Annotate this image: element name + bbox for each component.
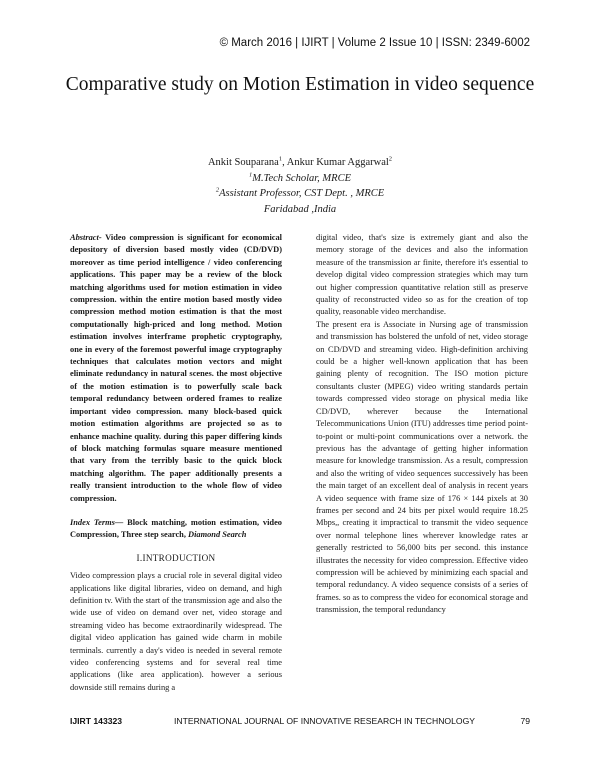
paper-id: IJIRT 143323	[70, 716, 123, 726]
author-1: Ankit Souparana	[207, 157, 279, 168]
right-column	[316, 232, 528, 617]
abstract-text: Video compression is significant for economical depository of diversion based mostly video (CD/DVD) moreover as time period intelligence / video conferencing applications. This paper may be a review of the block matching algorithms used for motion estimation in video compression. within the entire motion based mostly video compression method motion estimation is that the most computationally high-priced and long method. Motion estimation involves interframe prophetic cryptography, one in every of the foremost powerful image cryptography techniques that calculates motion vectors and might eliminate redundancy in natural scenes. the most objective of the motion estimation is to powerfully scale back temporal redundancy between ordered frames to realize important video compression. many block-based quick motion estimation algorithms are projected so as to enhance machine quality. during this paper differing kinds of block matching formulas square measure mentioned that vary from the terribly basic to the quick block matching algorithm. The paper additionally presents a really transient introduction to the whole flow of video compression.	[70, 233, 282, 503]
index-terms-last: Diamond Search	[188, 530, 247, 540]
left-column	[70, 232, 282, 694]
abstract-label: Abstract-	[70, 233, 102, 242]
index-terms-text: Block matching, motion estimation, video Compression, Three step search,	[70, 517, 282, 540]
affiliation-1-sup: 1	[248, 171, 253, 178]
affiliation-2	[0, 186, 600, 202]
affiliation-1-text: M.Tech Scholar, MRCE	[252, 172, 352, 184]
author-2: Ankur Kumar Aggarwal	[286, 157, 389, 168]
body-paragraph-2: The present era is Associate in Nursing age of transmission and transmission has bolstered the unfold of net, video storage on CD/DVD and streaming video. High-definition archiving could be a higher well-known application that has been gaining plenty of recognition. The ISO motion picture consultants cluster (MPEG) video writing standards pertain towards compressed video storage on physical media like CD/DVD, wherever because the International Telecommunications Union (ITU) addresses time period point-to-point or multi-point communications over a network. the previous has the advantage of getting higher information measure for knowledge transmission. As a result, compression and also the writing of video sequences successively has been the main target of an excellent deal of analysis in recent years A video sequence with frame size of 176 × 144 pixels at 30 frames per second and 24 bits per pixel would require 18.25 Mbps,, creating it impractical to transmit the video sequence over normal telephone lines wherever knowledge rates ar generally restricted to 56,000 bits per second. this instance illustrates the necessity for video compression. Effective video compression will be achieved by minimizing each spacial and temporal redundancy. A video sequence consists of a series of frames. so as to compress the video for economical storage and transmission, the temporal redundancy	[316, 319, 528, 615]
journal-header: © March 2016 | IJIRT | Volume 2 Issue 10 | ISSN: 2349-6002	[219, 37, 530, 49]
abstract	[70, 232, 282, 505]
affiliation-1	[0, 171, 600, 187]
introduction-heading: I.INTRODUCTION	[136, 552, 216, 563]
introduction-paragraph: Video compression plays a crucial role in several digital video applications like digital libraries, video on demand, and high definition tv. With the start of the transmission age and also the wide use of video on demand over net, video storage and streaming video has become extraordinarily widespread. The digital video application has gained wide charm in mobile terminals. currently a day's video is needed in several remote video conferencing systems and for several real time applications (like area application). however a serious downside still remains during a	[70, 571, 282, 692]
index-terms	[70, 517, 282, 542]
author-names	[0, 155, 600, 171]
author-location: Faridabad ,India	[263, 203, 337, 215]
page-number: 79	[520, 716, 530, 726]
body-paragraph-1: digital video, that's size is extremely giant and also the memory storage of the devices and also the information measure of the transmission ar finite, therefore it's essential to develop digital video compression strategies which may turn out higher compression quantitative relation still as preserve quality of reconstructed video so as for the creation of top quality, reasonable video merchandise.	[316, 233, 528, 317]
index-terms-label: Index Terms—	[70, 517, 124, 527]
author-block	[0, 155, 600, 217]
author-2-sup: 2	[388, 155, 393, 163]
paper-title: Comparative study on Motion Estimation in video sequence	[65, 74, 535, 95]
affiliation-2-sup: 2	[215, 186, 220, 194]
affiliation-2-text: Assistant Professor, CST Dept. , MRCE	[219, 188, 385, 199]
journal-name: INTERNATIONAL JOURNAL OF INNOVATIVE RESEARCH IN TECHNOLOGY	[174, 716, 475, 726]
author-separator: ,	[282, 157, 287, 168]
author-1-sup: 1	[278, 155, 283, 163]
